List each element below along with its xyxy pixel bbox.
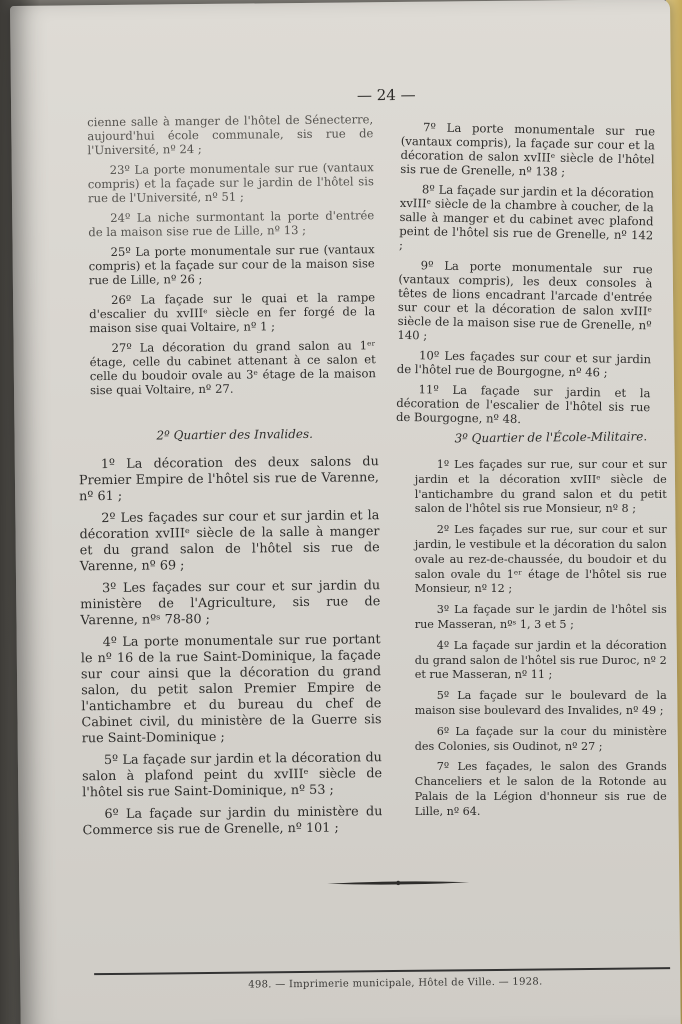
paragraph: 5º La façade sur le boulevard de la maison sise boulevard des Invalides, nº 49 ; — [414, 688, 667, 717]
paragraph: 9º La porte monumentale sur rue (vantaux compris), les deux consoles à têtes de lions encadrant l'arcade d'entrée sur cour et la décoration de salon xvIIIᵉ siècle de la maison sise rue de Grenelle, nº 140 ; — [397, 258, 653, 343]
paragraph: 1º La décoration des deux salons du Premier Empire de l'hôtel sis rue de Varenne, nº 61 ; — [78, 454, 380, 505]
paragraph: 7º La porte monumentale sur rue (vantaux compris), la façade sur cour et la décoration de salon xvIIIᵉ siècle de l'hôtel sis rue de Grenelle, nº 138 ; — [400, 120, 656, 179]
paragraph: 27º La décoration du grand salon au 1ᵉʳ étage, celle du cabinet attenant à ce salon et celle du boudoir ovale au 3ᵉ étage de la maison sise quai Voltaire, nº 27. — [89, 338, 376, 398]
top-left-column — [87, 112, 376, 403]
bottom-left-column — [79, 454, 383, 845]
paragraph: 23º La porte monumentale sur rue (vantaux compris) et la façade sur le jardin de l'hôtel sis rue de l'Université, nº 51 ; — [87, 160, 374, 206]
printer-footer: 498. — Imprimerie municipale, Hôtel de Ville. — 1928. — [248, 976, 543, 991]
bottom-right-column — [415, 458, 667, 826]
paragraph: 2º Les façades sur rue, sur cour et sur jardin, le vestibule et la décoration du salon ovale au rez-de-chaussée, du boudoir et du salon ovale du 1ᵉʳ étage de l'hôtel sis rue Monsieur, nº 12 ; — [414, 522, 667, 596]
paragraph: 6º La façade sur jardin du ministère du Commerce sis rue de Grenelle, nº 101 ; — [82, 804, 383, 839]
paragraph: 4º La porte monumentale sur rue portant le nº 16 de la rue Saint-Dominique, la façade sur cour ainsi que la décoration du grand salon, du petit salon Premier Empire de l'antichambre et du bureau du chef de Cabinet civil, du ministère de la Guerre sis rue Saint-Dominique ; — [80, 632, 382, 747]
section-heading-ecole-militaire: 3º Quartier de l'École-Militaire. — [454, 429, 648, 446]
paragraph: 24º La niche surmontant la porte d'entrée de la maison sise rue de Lille, nº 13 ; — [88, 208, 375, 240]
book-page — [10, 0, 681, 1024]
page-number: — 24 — — [356, 85, 416, 105]
paragraph: 3º Les façades sur cour et sur jardin du ministère de l'Agriculture, sis rue de Varenne, nºˢ 78-80 ; — [80, 578, 381, 629]
paragraph: 8º La façade sur jardin et la décoration xvIIIᵉ siècle de la chambre à coucher, de la salle à manger et du cabinet avec plafond peint de l'hôtel sis rue de Grenelle, nº 142 ; — [398, 182, 655, 252]
paragraph: 4º La façade sur jardin et la décoration du grand salon de l'hôtel sis rue Duroc, nº 2 et rue Masseran, nº 11 ; — [414, 638, 667, 682]
ornament-rule — [327, 879, 469, 886]
paragraph: 1º Les façades sur rue, sur cour et sur jardin et la décoration xvIIIᵉ siècle de l'antichambre du grand salon et du petit salon de l'hôtel sis rue Monsieur, nº 8 ; — [414, 457, 667, 516]
paragraph: 6º La façade sur la cour du ministère des Colonies, sis Oudinot, nº 27 ; — [414, 724, 667, 753]
footer-rule — [94, 967, 670, 975]
paragraph: 3º La façade sur le jardin de l'hôtel sis rue Masseran, nºˢ 1, 3 et 5 ; — [414, 602, 667, 631]
paragraph: 10º Les façades sur cour et sur jardin de l'hôtel rue de Bourgogne, nº 46 ; — [396, 348, 652, 380]
paragraph: cienne salle à manger de l'hôtel de Sénecterre, aujourd'hui école communale, sis rue de l'Université, nº 24 ; — [87, 112, 374, 158]
paragraph: 26º La façade sur le quai et la rampe d'escalier du xvIIIᵉ siècle en fer forgé de la maison sise quai Voltaire, nº 1 ; — [89, 290, 376, 336]
paragraph: 7º Les façades, le salon des Grands Chanceliers et le salon de la Rotonde au Palais de la Légion d'honneur sis rue de Lille, nº 64. — [414, 760, 667, 818]
paragraph: 2º Les façades sur cour et sur jardin et la décoration xvIIIᵉ siècle de la salle à manger et du grand salon de l'hôtel sis rue de Varenne, nº 69 ; — [79, 508, 380, 575]
paragraph: 25º La porte monumentale sur rue (vantaux compris) et la façade sur cour de la maison sise rue de Lille, nº 26 ; — [88, 242, 375, 288]
section-heading-invalides: 2º Quartier des Invalides. — [156, 426, 314, 443]
paragraph: 5º La façade sur jardin et la décoration du salon à plafond peint du xvIIIᵉ siècle de l'hôtel sis rue Saint-Dominique, nº 53 ; — [81, 750, 383, 801]
paragraph: 11º La façade sur jardin et la décoration de l'escalier de l'hôtel sis rue de Bourgogne, nº 48. — [395, 382, 651, 427]
top-right-column — [396, 120, 655, 434]
